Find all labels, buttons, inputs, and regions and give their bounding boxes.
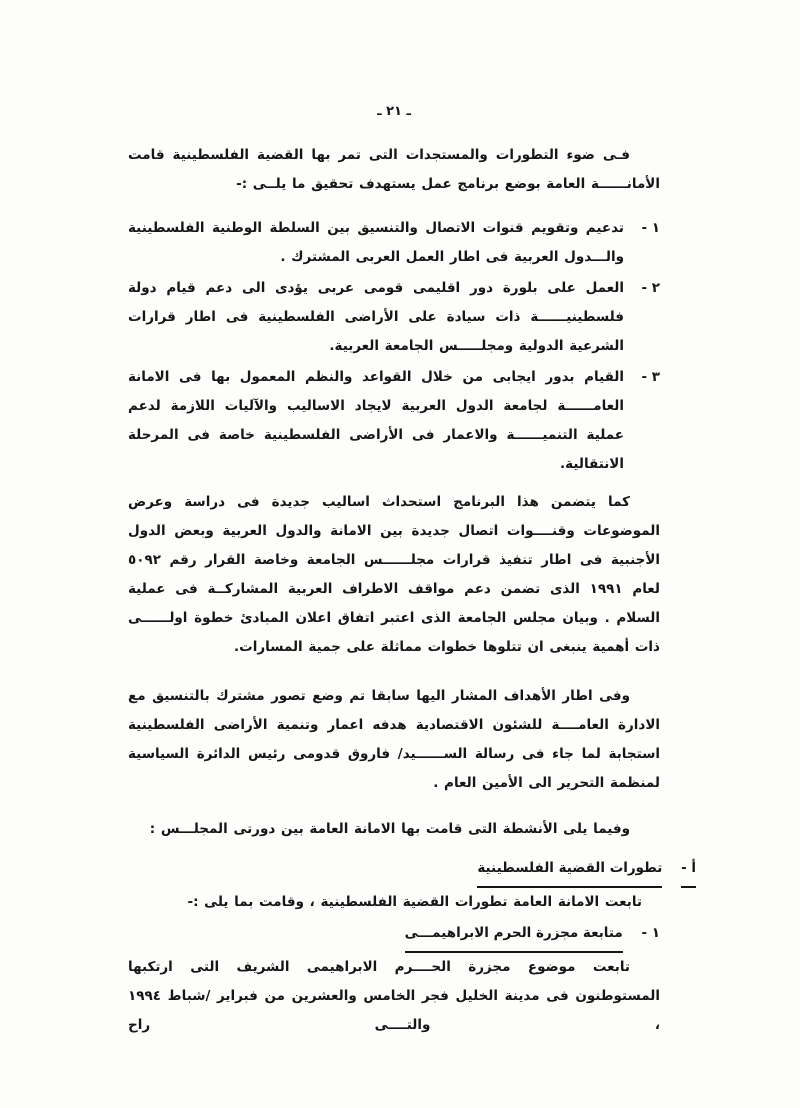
item-text: القيام بدور ايجابى من خلال القواعد والنظم المعمول بها فى الامانة العامــــــة لجامعة الدول العربية لايجاد الاساليب والآليات اللازمة لدعم عملية التنميــــــة والاعمار فى الأراضى الفلسطينية خاصة فى المرحلة الانتقالية.: [128, 369, 624, 472]
list-item: [128, 363, 660, 479]
section-a-number: أ -: [681, 854, 696, 888]
item-number: ٢ -: [641, 280, 660, 296]
subsection-1-title: متابعة مجزرة الحرم الابراهيمـــى: [405, 919, 623, 953]
activities-intro-line: وفيما يلى الأنشطة التى قامت بها الامانة العامة بين دورتى المجلـــس :: [149, 821, 630, 837]
massacre-paragraph: تابعت موضوع مجزرة الحــــرم الابراهيمى الشريف التى ارتكبها المستوطنون فى مدينة الخليل فجر الخامس والعشرين من فبراير /شباط ١٩٩٤ ، والتــــى راح: [128, 959, 660, 1033]
item-text: العمل على بلورة دور اقليمى قومى عربى يؤدى الى دعم قيام دولة فلسطينيــــــة ذات سيادة على الأراضى الفلسطينية فى اطار قرارات الشرعية الدولية ومجلـــــس الجامعة العربية.: [128, 280, 624, 354]
item-number: ١ -: [641, 220, 660, 236]
program-paragraph: كما يتضمن هذا البرنامج استحداث اساليب جديدة فى دراسة وعرض الموضوعات وقنــــوات اتصال جديدة بين الامانة والدول العربية وبعض الدول الأجنبية فى اطار تنفيذ قرارات مجلــــــس الجامعة وخاصة القرار رقم ٥٠٩٢ لعام ١٩٩١ الذى تضمن دعم مواقف الاطراف العربية المشاركــة فى عملية السلام . وبيان مجلس الجامعة الذى اعتبر اتفاق اعلان المبادئ خطوة اولــــــى ذات أهمية ينبغى ان تتلوها خطوات مماثلة على جمية المسارات.: [128, 494, 660, 655]
section-a-heading: [128, 854, 696, 888]
page-content: [128, 104, 696, 1040]
list-item: [128, 214, 660, 272]
goals-paragraph: وفى اطار الأهداف المشار اليها سابقا تم وضع تصور مشترك بالتنسيق مع الادارة العامــــة للشئون الاقتصادية هدفه اعمار وتنمية الأراضى الفلسطينية استجابة لما جاء فى رسالة الســــــيد/ فاروق قدومى رئيس الدائرة السياسية لمنظمة التحرير الى الأمين العام .: [128, 688, 660, 791]
intro-paragraph: فـى ضوء التطورات والمستجدات التى تمر بها القضية الفلسطينية قامت الأمانــــــة العامة بوضع برنامج عمل يستهدف تحقيق ما يلــى :-: [128, 147, 660, 192]
subsection-1-number: ١ -: [641, 925, 660, 941]
item-text: تدعيم وتقويم قنوات الاتصال والتنسيق بين السلطة الوطنية الفلسطينية والـــدول العربية فى اطار العمل العربى المشترك .: [128, 220, 624, 265]
followed-paragraph: تابعت الامانة العامة تطورات القضية الفلسطينية ، وقامت بما يلى :-: [187, 894, 642, 910]
subsection-1-heading: [128, 919, 660, 953]
item-number: ٣ -: [641, 369, 660, 385]
section-a-title: تطورات القضية الفلسطينية: [477, 854, 662, 888]
numbered-list: [128, 214, 660, 479]
list-item: [128, 274, 660, 361]
page-number: ـ ٢١ ـ: [377, 104, 411, 119]
